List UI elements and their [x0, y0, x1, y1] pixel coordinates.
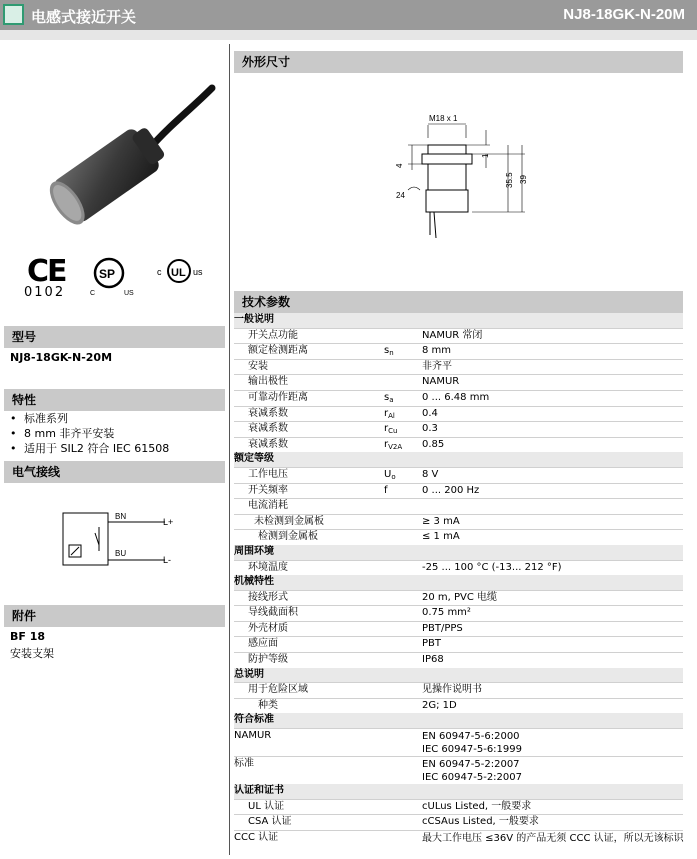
- dimension-drawing: [390, 110, 530, 245]
- spec-value: EN 60947-5-2:2007 IEC 60947-5-2:2007: [422, 759, 522, 784]
- feature-item: • 8 mm 非齐平安装: [10, 426, 169, 441]
- spec-row: [234, 590, 683, 606]
- spec-value: 0.75 mm²: [422, 607, 471, 619]
- spec-group-header: [234, 668, 683, 683]
- spec-label: 认证和证书: [234, 785, 284, 797]
- spec-symbol: $r_{Cu}$: [384, 423, 398, 436]
- spec-value: ≥ 3 mA: [422, 515, 460, 527]
- spec-label: 种类: [258, 699, 278, 711]
- features-list: [10, 411, 169, 456]
- spec-row: [234, 621, 683, 637]
- spec-value: 0.85: [422, 438, 445, 450]
- header-underbar: [0, 30, 697, 40]
- category-title: 电感式接近开关: [31, 8, 137, 26]
- spec-group-header: [234, 784, 683, 799]
- svg-text:M18 x 1: M18 x 1: [429, 114, 458, 123]
- spec-value: PBT/PPS: [422, 622, 463, 634]
- spec-value: 8 mm: [422, 345, 452, 357]
- spec-label: 可靠动作距离: [248, 391, 308, 403]
- svg-text:4: 4: [395, 163, 404, 168]
- svg-text:us: us: [193, 267, 203, 277]
- spec-label: CSA 认证: [248, 816, 292, 828]
- spec-label: 环境温度: [248, 561, 288, 573]
- spec-row: [234, 467, 683, 483]
- svg-text:L+: L+: [163, 517, 174, 527]
- spec-label: 衰减系数: [248, 423, 288, 435]
- spec-row: [234, 483, 683, 499]
- accessory-code: BF 18: [10, 630, 46, 643]
- spec-value: cCSAus Listed, 一般要求: [422, 816, 539, 828]
- svg-text:BU: BU: [115, 549, 127, 558]
- spec-label: 电流消耗: [248, 500, 288, 512]
- spec-value: 0 ... 6.48 mm: [422, 391, 490, 403]
- csa-logo-icon: [88, 256, 138, 296]
- spec-label: 标准: [234, 758, 254, 770]
- spec-value: -25 ... 100 °C (-13... 212 °F): [422, 561, 562, 573]
- svg-text:US: US: [124, 290, 134, 296]
- spec-row: [234, 343, 683, 359]
- spec-label: NAMUR: [234, 730, 272, 742]
- spec-symbol: $r_{Al}$: [384, 407, 395, 420]
- svg-text:UL: UL: [171, 267, 186, 279]
- spec-label: 衰减系数: [248, 438, 288, 450]
- spec-label: CCC 认证: [234, 831, 279, 843]
- spec-group-header: [234, 313, 683, 328]
- spec-row: [234, 421, 683, 437]
- svg-text:24: 24: [396, 191, 405, 200]
- wiring-diagram: [55, 505, 185, 570]
- spec-label: 符合标准: [234, 714, 274, 726]
- svg-text:39: 39: [519, 175, 528, 184]
- spec-value: PBT: [422, 638, 441, 650]
- spec-label: 总说明: [234, 668, 264, 680]
- spec-label: 感应面: [248, 638, 278, 650]
- product-photo: [30, 80, 220, 225]
- spec-symbol: $s_n$: [384, 345, 394, 358]
- ul-logo-icon: [155, 257, 215, 287]
- spec-label: 用于危险区域: [248, 684, 308, 696]
- specs-heading: 技术参数: [234, 291, 683, 313]
- spec-row: [234, 437, 683, 453]
- dimensions-heading: 外形尺寸: [234, 51, 683, 73]
- header-bar: [0, 0, 697, 30]
- features-heading: 特性: [4, 389, 225, 411]
- spec-value: ≤ 1 mA: [422, 531, 460, 543]
- spec-row: [234, 652, 683, 668]
- spec-symbol: $s_a$: [384, 391, 394, 404]
- spec-row: [234, 514, 683, 530]
- svg-text:SP: SP: [99, 267, 116, 281]
- spec-row: [234, 328, 683, 344]
- spec-value: 2G; 1D: [422, 699, 457, 711]
- column-divider: [229, 44, 230, 855]
- model-heading: 型号: [4, 326, 225, 348]
- spec-row: [234, 799, 683, 815]
- model-value: NJ8-18GK-N-20M: [10, 351, 113, 364]
- spec-value: NAMUR: [422, 376, 460, 388]
- spec-label: 工作电压: [248, 468, 288, 480]
- spec-label: 一般说明: [234, 314, 274, 325]
- spec-symbol: $r_{V2A}$: [384, 438, 403, 451]
- spec-label: 机械特性: [234, 576, 274, 588]
- spec-label: 接线形式: [248, 591, 288, 603]
- spec-row: [234, 728, 683, 756]
- spec-label: 安装: [248, 360, 268, 372]
- spec-row: [234, 359, 683, 375]
- spec-label: 导线截面积: [248, 607, 298, 619]
- spec-row: [234, 529, 683, 545]
- spec-label: 额定等级: [234, 453, 274, 465]
- spec-value: IP68: [422, 654, 444, 666]
- svg-text:35.5: 35.5: [505, 172, 514, 188]
- spec-label: 防护等级: [248, 654, 288, 666]
- spec-label: 周围环境: [234, 545, 274, 557]
- svg-text:1: 1: [481, 153, 490, 158]
- spec-row: [234, 636, 683, 652]
- spec-row: [234, 560, 683, 576]
- spec-group-header: [234, 713, 683, 728]
- spec-value: 0 ... 200 Hz: [422, 484, 480, 496]
- spec-row: [234, 374, 683, 390]
- spec-row: [234, 498, 683, 514]
- spec-value: 见操作说明书: [422, 684, 482, 696]
- accessory-name: 安装支架: [10, 647, 54, 660]
- spec-value: 0.3: [422, 423, 438, 435]
- spec-value: 非齐平: [422, 360, 452, 372]
- spec-symbol: f: [384, 484, 388, 496]
- spec-row: [234, 406, 683, 422]
- accessories-heading: 附件: [4, 605, 225, 627]
- spec-symbol: $U_o$: [384, 468, 396, 481]
- specs-table: [234, 313, 683, 859]
- ce-number: 0102: [24, 285, 66, 300]
- spec-value: cULus Listed, 一般要求: [422, 800, 532, 812]
- spec-label: 输出极性: [248, 376, 288, 388]
- spec-label: 检测到金属板: [258, 531, 318, 543]
- model-title: NJ8-18GK-N-20M: [563, 6, 685, 23]
- spec-label: 开关点功能: [248, 329, 298, 341]
- spec-row: [234, 698, 683, 714]
- spec-value: 8 V: [422, 468, 439, 480]
- ce-mark: CE: [27, 254, 66, 289]
- feature-item: • 标准系列: [10, 411, 169, 426]
- brand-square-icon: [3, 4, 24, 25]
- spec-value: 0.4: [422, 407, 438, 419]
- wiring-heading: 电气接线: [4, 461, 225, 483]
- feature-item: • 适用于 SIL2 符合 IEC 61508: [10, 441, 169, 456]
- spec-label: 额定检测距离: [248, 345, 308, 357]
- spec-label: UL 认证: [248, 800, 285, 812]
- spec-row: [234, 390, 683, 406]
- spec-group-header: [234, 545, 683, 560]
- spec-row: [234, 756, 683, 784]
- spec-label: 未检测到金属板: [254, 515, 324, 527]
- spec-group-header: [234, 575, 683, 590]
- spec-label: 开关频率: [248, 484, 288, 496]
- spec-row: [234, 814, 683, 830]
- spec-value: EN 60947-5-6:2000 IEC 60947-5-6:1999: [422, 731, 522, 756]
- spec-value: NAMUR 常闭: [422, 329, 483, 341]
- svg-text:C: C: [90, 290, 96, 296]
- spec-row: [234, 682, 683, 698]
- spec-value: 20 m, PVC 电缆: [422, 591, 498, 603]
- spec-group-header: [234, 452, 683, 467]
- spec-value: 最大工作电压 ≤36V 的产品无须 CCC 认证，所以无该标识: [422, 832, 684, 844]
- svg-text:L-: L-: [163, 555, 172, 565]
- spec-row: [234, 605, 683, 621]
- spec-label: 衰减系数: [248, 407, 288, 419]
- spec-label: 外壳材质: [248, 622, 288, 634]
- spec-row: [234, 830, 683, 859]
- svg-text:c: c: [157, 267, 162, 277]
- svg-text:BN: BN: [115, 512, 127, 521]
